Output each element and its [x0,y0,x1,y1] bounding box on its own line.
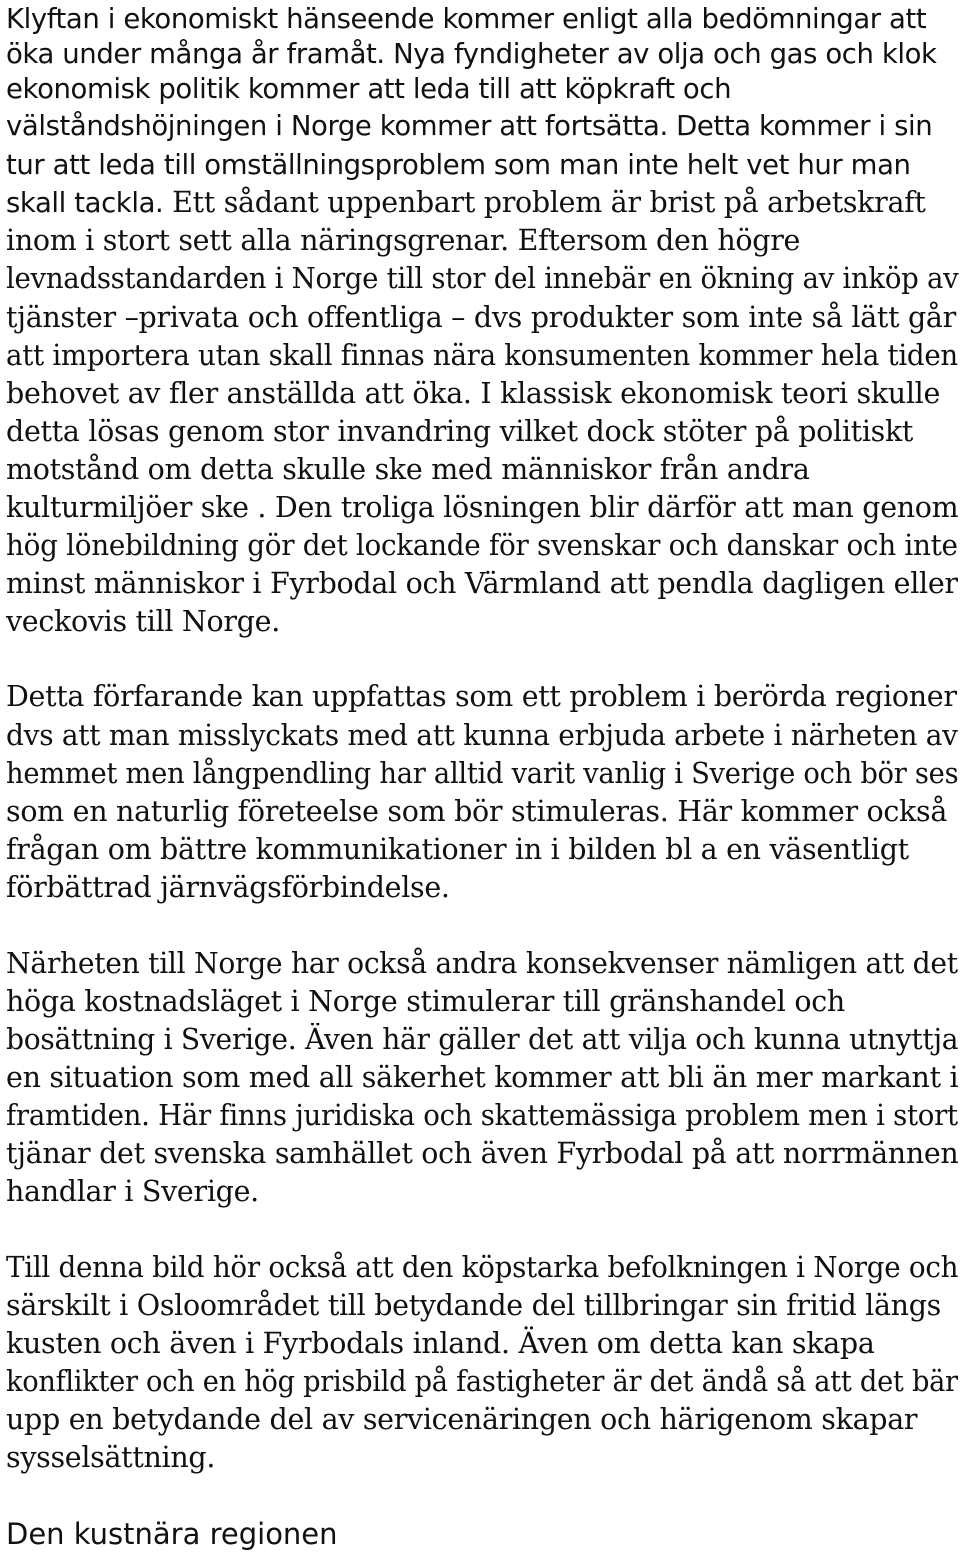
line-segment: Ett sådant uppenbart problem är brist på arbetskraft [163,186,926,219]
section-heading: Den kustnära regionen [6,1517,338,1551]
paragraph-line: detta lösas genom stor invandring vilket dock stöter på politiskt [6,415,914,448]
paragraph-line: framtiden. Här finns juridiska och skattemässiga problem men i stort [6,1099,958,1132]
paragraph-line: tjänar det svenska samhället och även Fyrbodal på att norrmännen [6,1137,959,1170]
paragraph-line: behovet av fler anställda att öka. I klassisk ekonomisk teori skulle [6,377,941,410]
paragraph-line: tur att leda till omställningsproblem som man inte helt vet hur man [6,149,911,181]
paragraph-line: hög lönebildning gör det lockande för svenskar och danskar och inte [6,529,958,562]
paragraph-line: tjänster –privata och offentliga – dvs produkter som inte så lätt går [6,301,956,334]
paragraph-line: Till denna bild hör också att den köpstarka befolkningen i Norge och [6,1251,959,1284]
paragraph-line: sysselsättning. [6,1441,216,1474]
paragraph-line: minst människor i Fyrbodal och Värmland att pendla dagligen eller [6,567,958,600]
paragraph-line: Klyftan i ekonomiskt hänseende kommer enligt alla bedömningar att [6,3,927,35]
paragraph-line: särskilt i Osloområdet till betydande del tillbringar sin fritid längs [6,1289,942,1322]
paragraph-line: konflikter och en hög prisbild på fastigheter är det ändå så att det bär [6,1365,958,1398]
paragraph-line: bosättning i Sverige. Även här gäller det att vilja och kunna utnyttja [6,1023,959,1056]
paragraph-line: levnadsstandarden i Norge till stor del innebär en ökning av inköp av [6,262,959,295]
paragraph-line: förbättrad järnvägsförbindelse. [6,871,450,904]
paragraph-line: en situation som med all säkerhet kommer att bli än mer markant i [6,1061,959,1094]
paragraph-line: välståndshöjningen i Norge kommer att fortsätta. Detta kommer i sin [6,110,933,142]
paragraph-line: inom i stort sett alla näringsgrenar. Eftersom den högre [6,224,801,257]
paragraph-line: dvs att man misslyckats med att kunna erbjuda arbete i närheten av [6,719,958,752]
paragraph-line: motstånd om detta skulle ske med människor från andra [6,453,810,486]
paragraph-line: upp en betydande del av servicenäringen och härigenom skapar [6,1403,918,1436]
paragraph-line: höga kostnadsläget i Norge stimulerar till gränshandel och [6,985,845,1018]
paragraph-line: hemmet men långpendling har alltid varit vanlig i Sverige och bör ses [6,757,959,790]
paragraph-line: öka under många år framåt. Nya fyndigheter av olja och gas och klok [6,38,937,70]
paragraph-line: veckovis till Norge. [6,605,281,638]
paragraph-line: som en naturlig företeelse som bör stimuleras. Här kommer också [6,795,948,828]
line-segment: skall tackla. [6,187,164,219]
paragraph-line: att importera utan skall finnas nära konsumenten kommer hela tiden [6,339,958,372]
paragraph-line: Närheten till Norge har också andra konsekvenser nämligen att det [6,947,958,980]
paragraph-line: handlar i Sverige. [6,1175,259,1208]
paragraph-line [6,184,926,222]
paragraph-line: kusten och även i Fyrbodals inland. Även om detta kan skapa [6,1327,875,1360]
paragraph-line: Detta förfarande kan uppfattas som ett problem i berörda regioner [6,680,957,713]
paragraph-line: kulturmiljöer ske . Den troliga lösningen blir därför att man genom [6,491,959,524]
paragraph-line: frågan om bättre kommunikationer in i bilden bl a en väsentligt [6,833,909,866]
paragraph-line: ekonomisk politik kommer att leda till att köpkraft och [6,73,732,105]
